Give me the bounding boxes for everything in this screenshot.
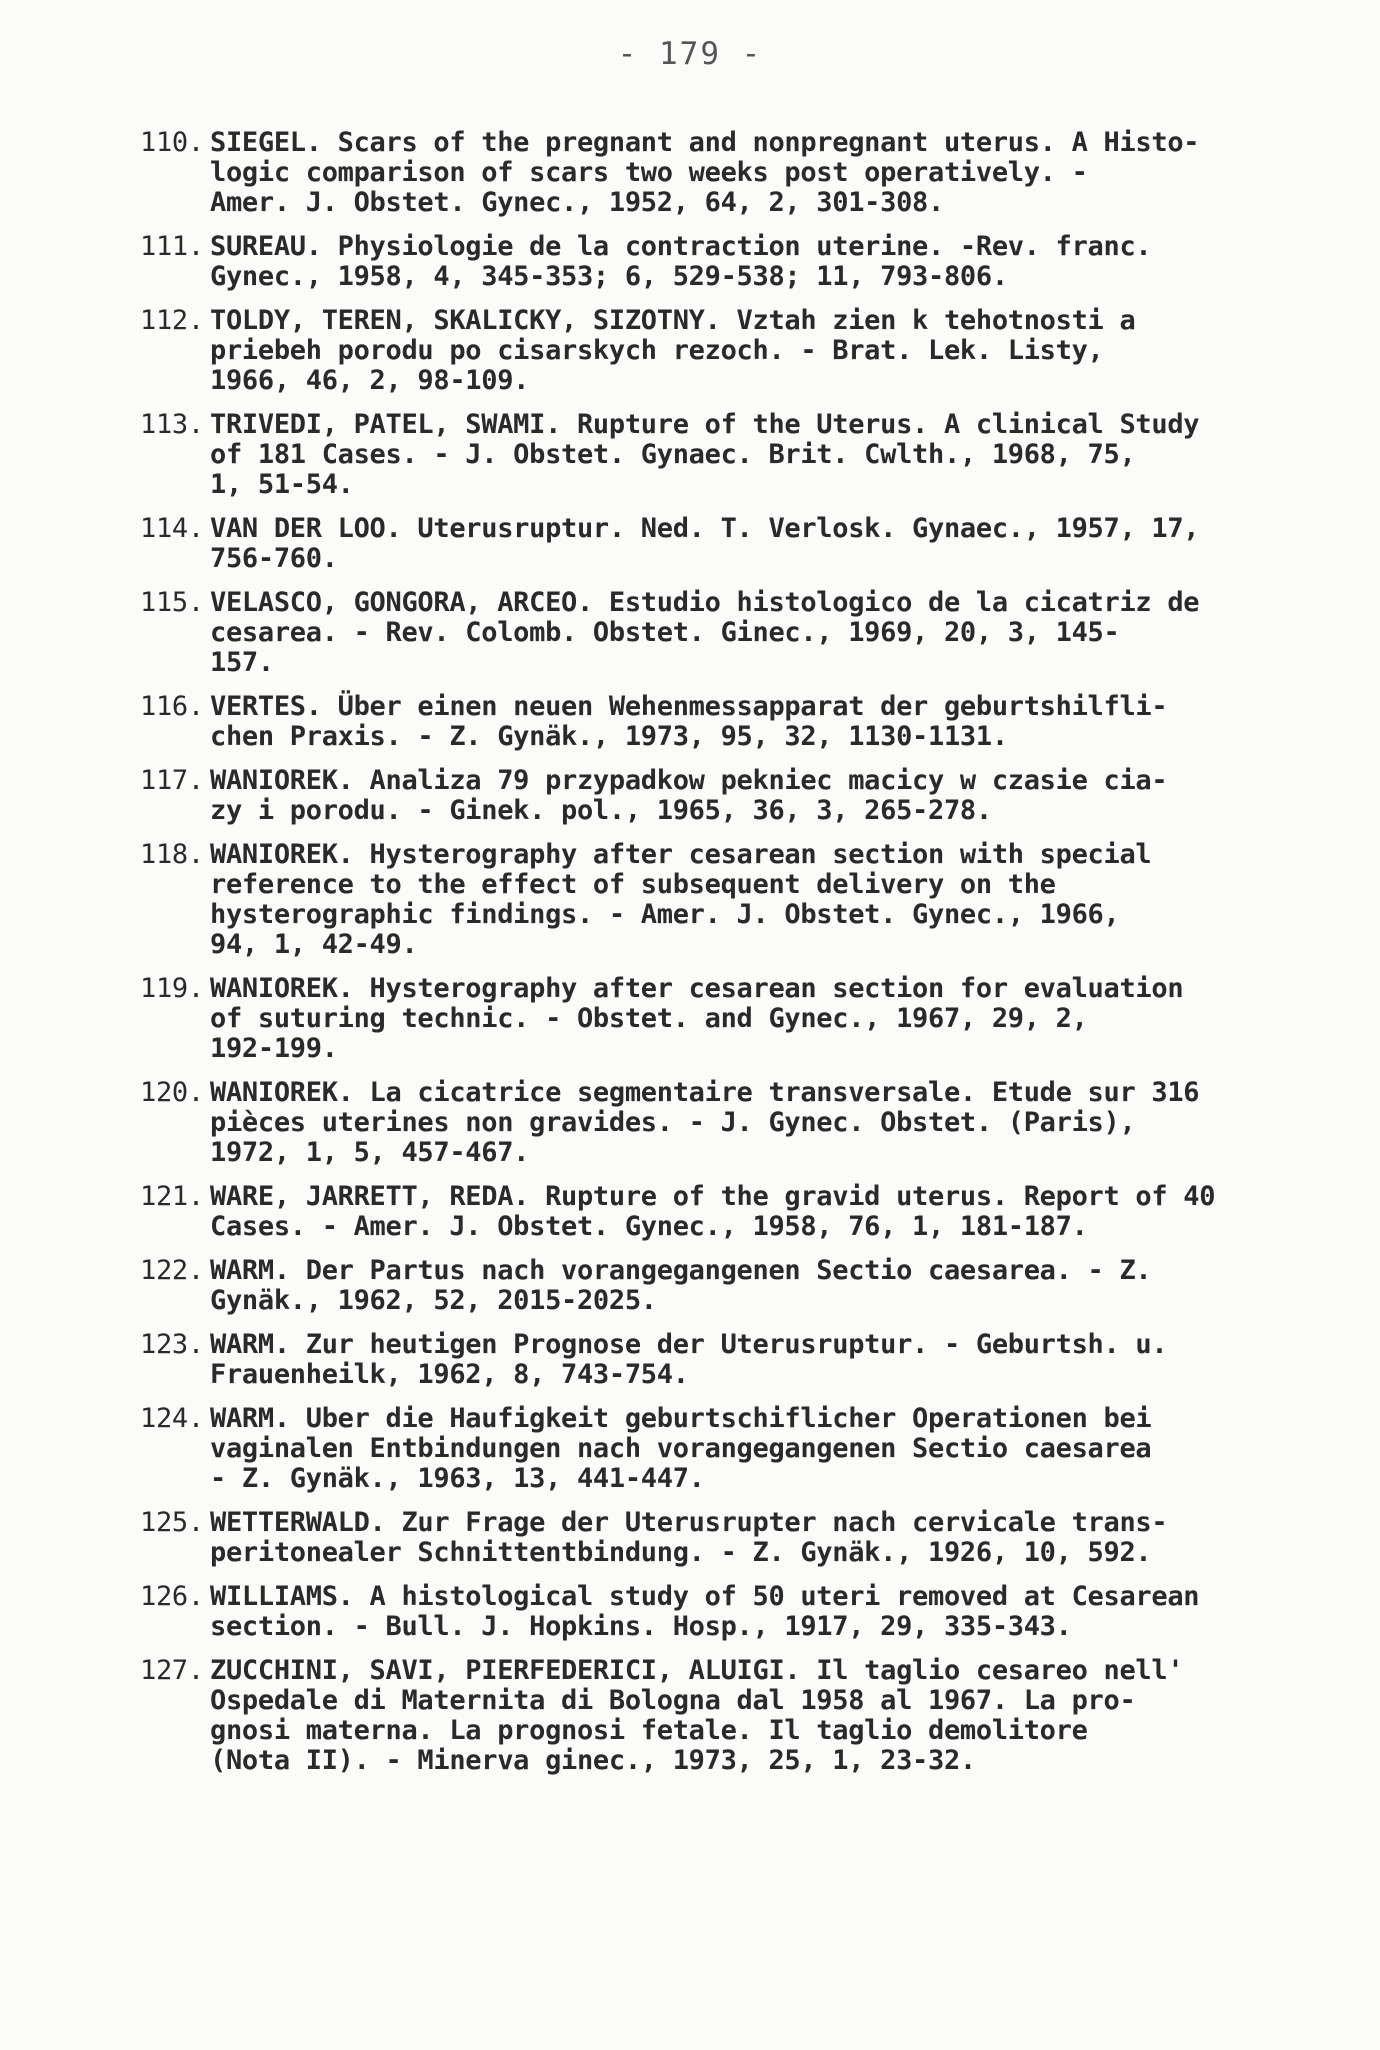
reference-line: (Nota II). - Minerva ginec., 1973, 25, 1, 23-32. [210,1745,976,1776]
reference-entry [140,588,1320,678]
reference-text [210,692,1320,752]
reference-line: WARM. Zur heutigen Prognose der Uterusruptur. - Geburtsh. u. [210,1329,1168,1360]
reference-line: - Z. Gynäk., 1963, 13, 441-447. [210,1463,705,1494]
reference-line: Gynec., 1958, 4, 345-353; 6, 529-538; 11, 793-806. [210,261,1008,292]
reference-entry [140,1256,1320,1316]
reference-line: WARM. Der Partus nach vorangegangenen Sectio caesarea. - Z. [210,1255,1152,1286]
reference-line: priebeh porodu po cisarskych rezoch. - Brat. Lek. Listy, [210,335,1104,366]
reference-entry [140,766,1320,826]
reference-entry [140,410,1320,500]
reference-entry [140,1508,1320,1568]
reference-line: Cases. - Amer. J. Obstet. Gynec., 1958, 76, 1, 181-187. [210,1211,1088,1242]
reference-entry [140,692,1320,752]
reference-line: SUREAU. Physiologie de la contraction uterine. -Rev. franc. [210,231,1152,262]
reference-number: 113. [140,409,204,440]
reference-list [140,128,1320,1790]
reference-number: 121. [140,1181,204,1212]
reference-line: VAN DER LOO. Uterusruptur. Ned. T. Verlosk. Gynaec., 1957, 17, [210,513,1200,544]
reference-number: 114. [140,513,204,544]
reference-line: WANIOREK. Hysterography after cesarean section with special [210,839,1152,870]
reference-entry [140,232,1320,292]
reference-line: WETTERWALD. Zur Frage der Uterusrupter nach cervicale trans- [210,1507,1168,1538]
reference-line: gnosi materna. La prognosi fetale. Il taglio demolitore [210,1715,1088,1746]
reference-line: vaginalen Entbindungen nach vorangegangenen Sectio caesarea [210,1433,1152,1464]
reference-line: 94, 1, 42-49. [210,929,418,960]
reference-line: Frauenheilk, 1962, 8, 743-754. [210,1359,689,1390]
reference-number: 112. [140,305,204,336]
reference-number: 115. [140,587,204,618]
reference-line: pièces uterines non gravides. - J. Gynec. Obstet. (Paris), [210,1107,1136,1138]
reference-entry [140,514,1320,574]
reference-number: 125. [140,1507,204,1538]
reference-line: WARE, JARRETT, REDA. Rupture of the gravid uterus. Report of 40 [210,1181,1216,1212]
reference-number: 117. [140,765,204,796]
reference-line: 1, 51-54. [210,469,354,500]
reference-entry [140,128,1320,218]
reference-number: 120. [140,1077,204,1108]
reference-entry [140,306,1320,396]
reference-line: SIEGEL. Scars of the pregnant and nonpregnant uterus. A Histo- [210,127,1200,158]
reference-line: peritonealer Schnittentbindung. - Z. Gynäk., 1926, 10, 592. [210,1537,1152,1568]
reference-text [210,766,1320,826]
reference-number: 116. [140,691,204,722]
reference-text [210,232,1320,292]
reference-entry [140,1078,1320,1168]
reference-line: WANIOREK. Hysterography after cesarean section for evaluation [210,973,1184,1004]
reference-line: logic comparison of scars two weeks post operatively. - [210,157,1088,188]
reference-number: 111. [140,231,204,262]
reference-text [210,840,1320,960]
reference-text [210,306,1320,396]
reference-entry [140,1182,1320,1242]
reference-entry [140,1656,1320,1776]
reference-text [210,1182,1320,1242]
reference-number: 122. [140,1255,204,1286]
reference-line: WILLIAMS. A histological study of 50 uteri removed at Cesarean [210,1581,1200,1612]
reference-line: chen Praxis. - Z. Gynäk., 1973, 95, 32, 1130-1131. [210,721,1008,752]
reference-text [210,1404,1320,1494]
reference-text [210,128,1320,218]
reference-text [210,588,1320,678]
reference-line: TRIVEDI, PATEL, SWAMI. Rupture of the Uterus. A clinical Study [210,409,1200,440]
reference-entry [140,1330,1320,1390]
reference-line: Amer. J. Obstet. Gynec., 1952, 64, 2, 301-308. [210,187,944,218]
reference-text [210,1582,1320,1642]
reference-line: hysterographic findings. - Amer. J. Obstet. Gynec., 1966, [210,899,1120,930]
reference-text [210,410,1320,500]
reference-line: VELASCO, GONGORA, ARCEO. Estudio histologico de la cicatriz de [210,587,1200,618]
reference-line: of suturing technic. - Obstet. and Gynec., 1967, 29, 2, [210,1003,1088,1034]
reference-line: 157. [210,647,274,678]
reference-text [210,1256,1320,1316]
reference-line: Ospedale di Maternita di Bologna dal 1958 al 1967. La pro- [210,1685,1136,1716]
reference-line: 1966, 46, 2, 98-109. [210,365,530,396]
reference-line: WANIOREK. Analiza 79 przypadkow pekniec macicy w czasie cia- [210,765,1168,796]
reference-entry [140,1404,1320,1494]
reference-number: 119. [140,973,204,1004]
reference-text [210,1656,1320,1776]
reference-line: section. - Bull. J. Hopkins. Hosp., 1917, 29, 335-343. [210,1611,1072,1642]
reference-entry [140,1582,1320,1642]
reference-number: 126. [140,1581,204,1612]
reference-line: TOLDY, TEREN, SKALICKY, SIZOTNY. Vztah zien k tehotnosti a [210,305,1136,336]
reference-text [210,1330,1320,1390]
reference-text [210,1508,1320,1568]
reference-number: 110. [140,127,204,158]
reference-entry [140,974,1320,1064]
reference-number: 123. [140,1329,204,1360]
reference-line: reference to the effect of subsequent delivery on the [210,869,1056,900]
reference-text [210,1078,1320,1168]
reference-line: 1972, 1, 5, 457-467. [210,1137,530,1168]
reference-line: of 181 Cases. - J. Obstet. Gynaec. Brit. Cwlth., 1968, 75, [210,439,1136,470]
reference-entry [140,840,1320,960]
reference-number: 127. [140,1655,204,1686]
reference-line: VERTES. Über einen neuen Wehenmessapparat der geburtshilfli- [210,691,1168,722]
reference-line: 756-760. [210,543,338,574]
reference-line: cesarea. - Rev. Colomb. Obstet. Ginec., 1969, 20, 3, 145- [210,617,1120,648]
reference-number: 124. [140,1403,204,1434]
reference-line: 192-199. [210,1033,338,1064]
reference-text [210,514,1320,574]
page-number: - 179 - [617,36,763,72]
reference-line: zy i porodu. - Ginek. pol., 1965, 36, 3, 265-278. [210,795,992,826]
reference-text [210,974,1320,1064]
reference-line: Gynäk., 1962, 52, 2015-2025. [210,1285,657,1316]
reference-line: WARM. Uber die Haufigkeit geburtschiflicher Operationen bei [210,1403,1152,1434]
reference-line: WANIOREK. La cicatrice segmentaire transversale. Etude sur 316 [210,1077,1200,1108]
reference-line: ZUCCHINI, SAVI, PIERFEDERICI, ALUIGI. Il taglio cesareo nell' [210,1655,1184,1686]
reference-number: 118. [140,839,204,870]
